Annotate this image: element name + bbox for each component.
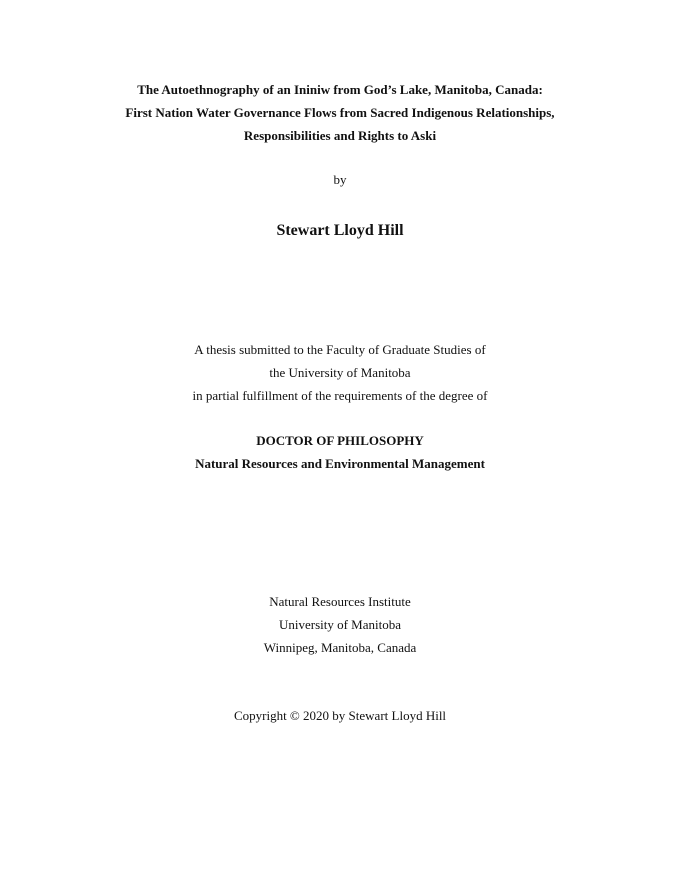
by-line bbox=[0, 171, 680, 189]
thesis-title bbox=[0, 78, 680, 147]
author bbox=[0, 220, 680, 242]
copyright-notice bbox=[0, 706, 680, 726]
submission-statement-line-2: the University of Manitoba bbox=[269, 365, 411, 380]
thesis-title-line-1: The Autoethnography of an Ininiw from God’s Lake, Manitoba, Canada: bbox=[137, 82, 543, 97]
by-text: by bbox=[333, 172, 347, 187]
institution-line-1: Natural Resources Institute bbox=[269, 594, 411, 609]
copyright-text: Copyright © 2020 by Stewart Lloyd Hill bbox=[233, 708, 447, 723]
author-name: Stewart Lloyd Hill bbox=[276, 222, 404, 239]
institution-line-2: University of Manitoba bbox=[278, 617, 402, 632]
degree bbox=[0, 429, 680, 475]
institution bbox=[0, 590, 680, 659]
degree-field: Natural Resources and Environmental Management bbox=[195, 456, 485, 471]
thesis-title-line-2: First Nation Water Governance Flows from Sacred Indigenous Relationships, bbox=[125, 105, 555, 120]
thesis-title-line-3: Responsibilities and Rights to Aski bbox=[243, 128, 437, 143]
submission-statement bbox=[0, 338, 680, 407]
degree-name: DOCTOR OF PHILOSOPHY bbox=[256, 433, 424, 448]
submission-statement-line-3: in partial fulfillment of the requirements of the degree of bbox=[192, 388, 488, 403]
institution-line-3: Winnipeg, Manitoba, Canada bbox=[263, 640, 417, 655]
submission-statement-line-1: A thesis submitted to the Faculty of Graduate Studies of bbox=[194, 342, 486, 357]
